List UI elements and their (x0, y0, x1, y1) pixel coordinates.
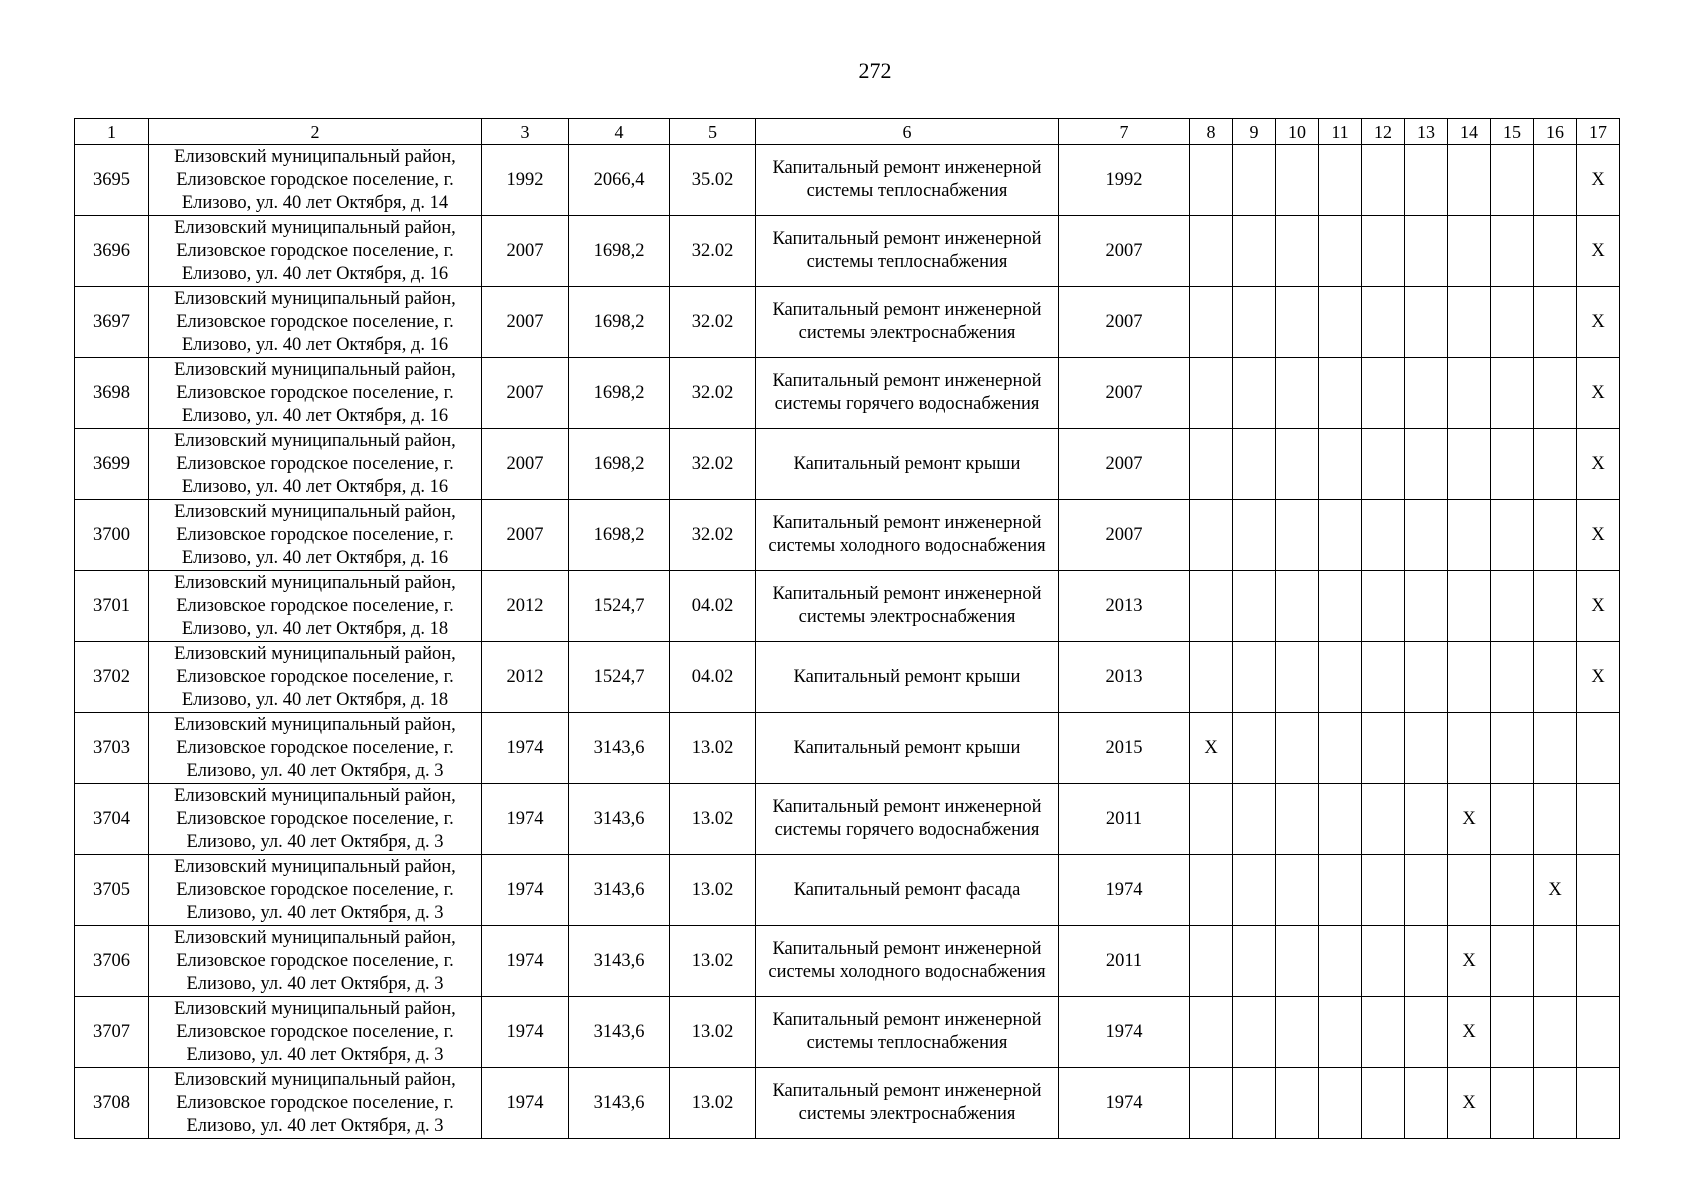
table-row (75, 216, 1620, 287)
header-cell: 15 (1491, 119, 1534, 145)
mark-cell-col-14 (1448, 287, 1491, 358)
mark-cell-col-13 (1405, 358, 1448, 429)
build-year-cell: 2007 (482, 287, 569, 358)
address-cell: Елизовский муниципальный район, Елизовское городское поселение, г. Елизово, ул. 40 лет Октября, д. 16 (149, 287, 482, 358)
mark-cell-col-11 (1319, 429, 1362, 500)
mark-cell-col-8: X (1190, 713, 1233, 784)
mark-cell-col-15 (1491, 784, 1534, 855)
mark-cell-col-8 (1190, 784, 1233, 855)
mark-cell-col-17: X (1577, 216, 1620, 287)
mark-cell-col-12 (1362, 1068, 1405, 1139)
mark-cell-col-12 (1362, 571, 1405, 642)
mark-cell-col-12 (1362, 500, 1405, 571)
mark-cell-col-16 (1534, 571, 1577, 642)
code-cell: 32.02 (670, 216, 756, 287)
mark-cell-col-15 (1491, 500, 1534, 571)
table-row (75, 642, 1620, 713)
mark-cell-col-11 (1319, 1068, 1362, 1139)
header-cell: 8 (1190, 119, 1233, 145)
table-row (75, 1068, 1620, 1139)
row-number-cell: 3698 (75, 358, 149, 429)
mark-cell-col-10 (1276, 997, 1319, 1068)
mark-cell-col-17: X (1577, 145, 1620, 216)
address-cell: Елизовский муниципальный район, Елизовское городское поселение, г. Елизово, ул. 40 лет Октября, д. 18 (149, 642, 482, 713)
mark-cell-col-13 (1405, 713, 1448, 784)
mark-cell-col-10 (1276, 784, 1319, 855)
mark-cell-col-12 (1362, 145, 1405, 216)
mark-cell-col-12 (1362, 642, 1405, 713)
mark-cell-col-13 (1405, 784, 1448, 855)
mark-cell-col-8 (1190, 1068, 1233, 1139)
address-cell: Елизовский муниципальный район, Елизовское городское поселение, г. Елизово, ул. 40 лет Октября, д. 3 (149, 997, 482, 1068)
area-cell: 1524,7 (569, 571, 670, 642)
plan-year-cell: 2007 (1059, 500, 1190, 571)
header-cell: 17 (1577, 119, 1620, 145)
header-cell: 7 (1059, 119, 1190, 145)
mark-cell-col-16 (1534, 926, 1577, 997)
table-row (75, 145, 1620, 216)
mark-cell-col-9 (1233, 997, 1276, 1068)
mark-cell-col-17 (1577, 784, 1620, 855)
mark-cell-col-11 (1319, 216, 1362, 287)
row-number-cell: 3700 (75, 500, 149, 571)
code-cell: 04.02 (670, 571, 756, 642)
mark-cell-col-14 (1448, 145, 1491, 216)
header-cell: 16 (1534, 119, 1577, 145)
mark-cell-col-16 (1534, 287, 1577, 358)
address-cell: Елизовский муниципальный район, Елизовское городское поселение, г. Елизово, ул. 40 лет Октября, д. 16 (149, 500, 482, 571)
build-year-cell: 2007 (482, 429, 569, 500)
header-cell: 5 (670, 119, 756, 145)
mark-cell-col-15 (1491, 571, 1534, 642)
mark-cell-col-11 (1319, 145, 1362, 216)
work-type-cell: Капитальный ремонт инженерной системы горячего водоснабжения (756, 784, 1059, 855)
work-type-cell: Капитальный ремонт инженерной системы горячего водоснабжения (756, 358, 1059, 429)
mark-cell-col-12 (1362, 997, 1405, 1068)
build-year-cell: 1974 (482, 784, 569, 855)
address-cell: Елизовский муниципальный район, Елизовское городское поселение, г. Елизово, ул. 40 лет Октября, д. 16 (149, 429, 482, 500)
mark-cell-col-13 (1405, 926, 1448, 997)
mark-cell-col-10 (1276, 713, 1319, 784)
mark-cell-col-17: X (1577, 358, 1620, 429)
table-row (75, 287, 1620, 358)
mark-cell-col-17 (1577, 855, 1620, 926)
mark-cell-col-12 (1362, 713, 1405, 784)
plan-year-cell: 2011 (1059, 784, 1190, 855)
mark-cell-col-13 (1405, 855, 1448, 926)
mark-cell-col-15 (1491, 926, 1534, 997)
area-cell: 3143,6 (569, 713, 670, 784)
table-row (75, 855, 1620, 926)
header-cell: 6 (756, 119, 1059, 145)
header-cell: 11 (1319, 119, 1362, 145)
plan-year-cell: 1974 (1059, 1068, 1190, 1139)
build-year-cell: 1974 (482, 713, 569, 784)
mark-cell-col-8 (1190, 855, 1233, 926)
mark-cell-col-9 (1233, 429, 1276, 500)
table-body (75, 119, 1620, 1139)
mark-cell-col-15 (1491, 287, 1534, 358)
mark-cell-col-11 (1319, 358, 1362, 429)
mark-cell-col-14 (1448, 855, 1491, 926)
mark-cell-col-15 (1491, 1068, 1534, 1139)
plan-year-cell: 2007 (1059, 216, 1190, 287)
build-year-cell: 1992 (482, 145, 569, 216)
mark-cell-col-14 (1448, 429, 1491, 500)
mark-cell-col-8 (1190, 429, 1233, 500)
build-year-cell: 2012 (482, 642, 569, 713)
mark-cell-col-16 (1534, 713, 1577, 784)
area-cell: 1698,2 (569, 429, 670, 500)
build-year-cell: 1974 (482, 1068, 569, 1139)
mark-cell-col-11 (1319, 926, 1362, 997)
header-cell: 14 (1448, 119, 1491, 145)
mark-cell-col-8 (1190, 287, 1233, 358)
mark-cell-col-15 (1491, 145, 1534, 216)
code-cell: 13.02 (670, 1068, 756, 1139)
code-cell: 13.02 (670, 784, 756, 855)
mark-cell-col-16 (1534, 997, 1577, 1068)
header-cell: 12 (1362, 119, 1405, 145)
build-year-cell: 2007 (482, 500, 569, 571)
mark-cell-col-9 (1233, 287, 1276, 358)
plan-year-cell: 2015 (1059, 713, 1190, 784)
area-cell: 1524,7 (569, 642, 670, 713)
address-cell: Елизовский муниципальный район, Елизовское городское поселение, г. Елизово, ул. 40 лет Октября, д. 3 (149, 713, 482, 784)
area-cell: 1698,2 (569, 216, 670, 287)
mark-cell-col-15 (1491, 997, 1534, 1068)
work-type-cell: Капитальный ремонт инженерной системы электроснабжения (756, 571, 1059, 642)
row-number-cell: 3696 (75, 216, 149, 287)
row-number-cell: 3705 (75, 855, 149, 926)
mark-cell-col-10 (1276, 926, 1319, 997)
mark-cell-col-8 (1190, 642, 1233, 713)
mark-cell-col-13 (1405, 429, 1448, 500)
mark-cell-col-12 (1362, 429, 1405, 500)
mark-cell-col-8 (1190, 216, 1233, 287)
mark-cell-col-10 (1276, 287, 1319, 358)
address-cell: Елизовский муниципальный район, Елизовское городское поселение, г. Елизово, ул. 40 лет Октября, д. 3 (149, 926, 482, 997)
area-cell: 3143,6 (569, 855, 670, 926)
row-number-cell: 3707 (75, 997, 149, 1068)
area-cell: 2066,4 (569, 145, 670, 216)
mark-cell-col-8 (1190, 358, 1233, 429)
mark-cell-col-12 (1362, 926, 1405, 997)
mark-cell-col-15 (1491, 713, 1534, 784)
mark-cell-col-11 (1319, 713, 1362, 784)
mark-cell-col-9 (1233, 784, 1276, 855)
mark-cell-col-14: X (1448, 784, 1491, 855)
mark-cell-col-16 (1534, 1068, 1577, 1139)
row-number-cell: 3701 (75, 571, 149, 642)
table-row (75, 784, 1620, 855)
mark-cell-col-13 (1405, 500, 1448, 571)
header-cell: 3 (482, 119, 569, 145)
build-year-cell: 2007 (482, 358, 569, 429)
plan-year-cell: 1992 (1059, 145, 1190, 216)
mark-cell-col-10 (1276, 145, 1319, 216)
mark-cell-col-15 (1491, 429, 1534, 500)
row-number-cell: 3706 (75, 926, 149, 997)
mark-cell-col-15 (1491, 216, 1534, 287)
mark-cell-col-11 (1319, 571, 1362, 642)
mark-cell-col-10 (1276, 855, 1319, 926)
code-cell: 13.02 (670, 713, 756, 784)
mark-cell-col-8 (1190, 500, 1233, 571)
mark-cell-col-9 (1233, 358, 1276, 429)
register-table (74, 118, 1620, 1139)
plan-year-cell: 2013 (1059, 571, 1190, 642)
work-type-cell: Капитальный ремонт крыши (756, 429, 1059, 500)
build-year-cell: 1974 (482, 997, 569, 1068)
mark-cell-col-8 (1190, 145, 1233, 216)
table-row (75, 713, 1620, 784)
work-type-cell: Капитальный ремонт инженерной системы холодного водоснабжения (756, 926, 1059, 997)
work-type-cell: Капитальный ремонт инженерной системы теплоснабжения (756, 216, 1059, 287)
row-number-cell: 3697 (75, 287, 149, 358)
header-cell: 2 (149, 119, 482, 145)
mark-cell-col-15 (1491, 855, 1534, 926)
mark-cell-col-16 (1534, 358, 1577, 429)
mark-cell-col-17 (1577, 713, 1620, 784)
code-cell: 04.02 (670, 642, 756, 713)
area-cell: 3143,6 (569, 997, 670, 1068)
mark-cell-col-11 (1319, 855, 1362, 926)
mark-cell-col-10 (1276, 358, 1319, 429)
row-number-cell: 3703 (75, 713, 149, 784)
mark-cell-col-14 (1448, 571, 1491, 642)
mark-cell-col-14 (1448, 358, 1491, 429)
header-cell: 13 (1405, 119, 1448, 145)
table-row (75, 926, 1620, 997)
work-type-cell: Капитальный ремонт фасада (756, 855, 1059, 926)
mark-cell-col-9 (1233, 855, 1276, 926)
table-row (75, 997, 1620, 1068)
mark-cell-col-10 (1276, 642, 1319, 713)
work-type-cell: Капитальный ремонт инженерной системы холодного водоснабжения (756, 500, 1059, 571)
code-cell: 32.02 (670, 287, 756, 358)
mark-cell-col-13 (1405, 216, 1448, 287)
plan-year-cell: 2007 (1059, 358, 1190, 429)
work-type-cell: Капитальный ремонт крыши (756, 642, 1059, 713)
address-cell: Елизовский муниципальный район, Елизовское городское поселение, г. Елизово, ул. 40 лет Октября, д. 16 (149, 358, 482, 429)
mark-cell-col-17: X (1577, 500, 1620, 571)
code-cell: 13.02 (670, 926, 756, 997)
code-cell: 32.02 (670, 429, 756, 500)
mark-cell-col-12 (1362, 216, 1405, 287)
mark-cell-col-15 (1491, 358, 1534, 429)
code-cell: 13.02 (670, 855, 756, 926)
address-cell: Елизовский муниципальный район, Елизовское городское поселение, г. Елизово, ул. 40 лет Октября, д. 14 (149, 145, 482, 216)
plan-year-cell: 1974 (1059, 855, 1190, 926)
code-cell: 32.02 (670, 358, 756, 429)
header-cell: 4 (569, 119, 670, 145)
mark-cell-col-8 (1190, 926, 1233, 997)
header-cell: 9 (1233, 119, 1276, 145)
area-cell: 1698,2 (569, 287, 670, 358)
plan-year-cell: 2013 (1059, 642, 1190, 713)
table-row (75, 429, 1620, 500)
mark-cell-col-17 (1577, 1068, 1620, 1139)
mark-cell-col-9 (1233, 500, 1276, 571)
mark-cell-col-8 (1190, 571, 1233, 642)
plan-year-cell: 2007 (1059, 287, 1190, 358)
page-number: 272 (858, 58, 892, 83)
mark-cell-col-14 (1448, 500, 1491, 571)
mark-cell-col-16 (1534, 429, 1577, 500)
row-number-cell: 3708 (75, 1068, 149, 1139)
mark-cell-col-16: X (1534, 855, 1577, 926)
code-cell: 32.02 (670, 500, 756, 571)
mark-cell-col-17: X (1577, 642, 1620, 713)
table-row (75, 500, 1620, 571)
mark-cell-col-17: X (1577, 429, 1620, 500)
mark-cell-col-10 (1276, 571, 1319, 642)
mark-cell-col-12 (1362, 358, 1405, 429)
address-cell: Елизовский муниципальный район, Елизовское городское поселение, г. Елизово, ул. 40 лет Октября, д. 18 (149, 571, 482, 642)
address-cell: Елизовский муниципальный район, Елизовское городское поселение, г. Елизово, ул. 40 лет Октября, д. 3 (149, 855, 482, 926)
mark-cell-col-13 (1405, 642, 1448, 713)
work-type-cell: Капитальный ремонт инженерной системы электроснабжения (756, 287, 1059, 358)
header-row (75, 119, 1620, 145)
mark-cell-col-9 (1233, 642, 1276, 713)
mark-cell-col-13 (1405, 1068, 1448, 1139)
mark-cell-col-11 (1319, 500, 1362, 571)
plan-year-cell: 2007 (1059, 429, 1190, 500)
area-cell: 3143,6 (569, 1068, 670, 1139)
mark-cell-col-13 (1405, 145, 1448, 216)
table-row (75, 358, 1620, 429)
mark-cell-col-13 (1405, 571, 1448, 642)
mark-cell-col-14 (1448, 216, 1491, 287)
header-cell: 10 (1276, 119, 1319, 145)
mark-cell-col-10 (1276, 500, 1319, 571)
mark-cell-col-17 (1577, 997, 1620, 1068)
mark-cell-col-11 (1319, 997, 1362, 1068)
header-cell: 1 (75, 119, 149, 145)
area-cell: 1698,2 (569, 500, 670, 571)
work-type-cell: Капитальный ремонт инженерной системы теплоснабжения (756, 145, 1059, 216)
mark-cell-col-14 (1448, 642, 1491, 713)
code-cell: 35.02 (670, 145, 756, 216)
mark-cell-col-9 (1233, 216, 1276, 287)
mark-cell-col-13 (1405, 997, 1448, 1068)
mark-cell-col-16 (1534, 145, 1577, 216)
build-year-cell: 1974 (482, 926, 569, 997)
mark-cell-col-16 (1534, 500, 1577, 571)
row-number-cell: 3699 (75, 429, 149, 500)
mark-cell-col-12 (1362, 784, 1405, 855)
plan-year-cell: 2011 (1059, 926, 1190, 997)
row-number-cell: 3695 (75, 145, 149, 216)
work-type-cell: Капитальный ремонт крыши (756, 713, 1059, 784)
area-cell: 3143,6 (569, 784, 670, 855)
mark-cell-col-9 (1233, 145, 1276, 216)
mark-cell-col-14: X (1448, 926, 1491, 997)
mark-cell-col-11 (1319, 287, 1362, 358)
address-cell: Елизовский муниципальный район, Елизовское городское поселение, г. Елизово, ул. 40 лет Октября, д. 16 (149, 216, 482, 287)
code-cell: 13.02 (670, 997, 756, 1068)
mark-cell-col-15 (1491, 642, 1534, 713)
work-type-cell: Капитальный ремонт инженерной системы электроснабжения (756, 1068, 1059, 1139)
mark-cell-col-9 (1233, 1068, 1276, 1139)
mark-cell-col-10 (1276, 216, 1319, 287)
plan-year-cell: 1974 (1059, 997, 1190, 1068)
mark-cell-col-11 (1319, 642, 1362, 713)
row-number-cell: 3702 (75, 642, 149, 713)
area-cell: 3143,6 (569, 926, 670, 997)
mark-cell-col-9 (1233, 926, 1276, 997)
build-year-cell: 1974 (482, 855, 569, 926)
mark-cell-col-17: X (1577, 287, 1620, 358)
build-year-cell: 2012 (482, 571, 569, 642)
row-number-cell: 3704 (75, 784, 149, 855)
mark-cell-col-12 (1362, 287, 1405, 358)
work-type-cell: Капитальный ремонт инженерной системы теплоснабжения (756, 997, 1059, 1068)
mark-cell-col-9 (1233, 571, 1276, 642)
mark-cell-col-11 (1319, 784, 1362, 855)
mark-cell-col-16 (1534, 216, 1577, 287)
mark-cell-col-10 (1276, 1068, 1319, 1139)
mark-cell-col-13 (1405, 287, 1448, 358)
mark-cell-col-16 (1534, 642, 1577, 713)
mark-cell-col-12 (1362, 855, 1405, 926)
area-cell: 1698,2 (569, 358, 670, 429)
mark-cell-col-16 (1534, 784, 1577, 855)
mark-cell-col-14 (1448, 713, 1491, 784)
address-cell: Елизовский муниципальный район, Елизовское городское поселение, г. Елизово, ул. 40 лет Октября, д. 3 (149, 1068, 482, 1139)
mark-cell-col-10 (1276, 429, 1319, 500)
mark-cell-col-17: X (1577, 571, 1620, 642)
mark-cell-col-8 (1190, 997, 1233, 1068)
mark-cell-col-14: X (1448, 1068, 1491, 1139)
table-row (75, 571, 1620, 642)
mark-cell-col-14: X (1448, 997, 1491, 1068)
mark-cell-col-17 (1577, 926, 1620, 997)
build-year-cell: 2007 (482, 216, 569, 287)
mark-cell-col-9 (1233, 713, 1276, 784)
address-cell: Елизовский муниципальный район, Елизовское городское поселение, г. Елизово, ул. 40 лет Октября, д. 3 (149, 784, 482, 855)
